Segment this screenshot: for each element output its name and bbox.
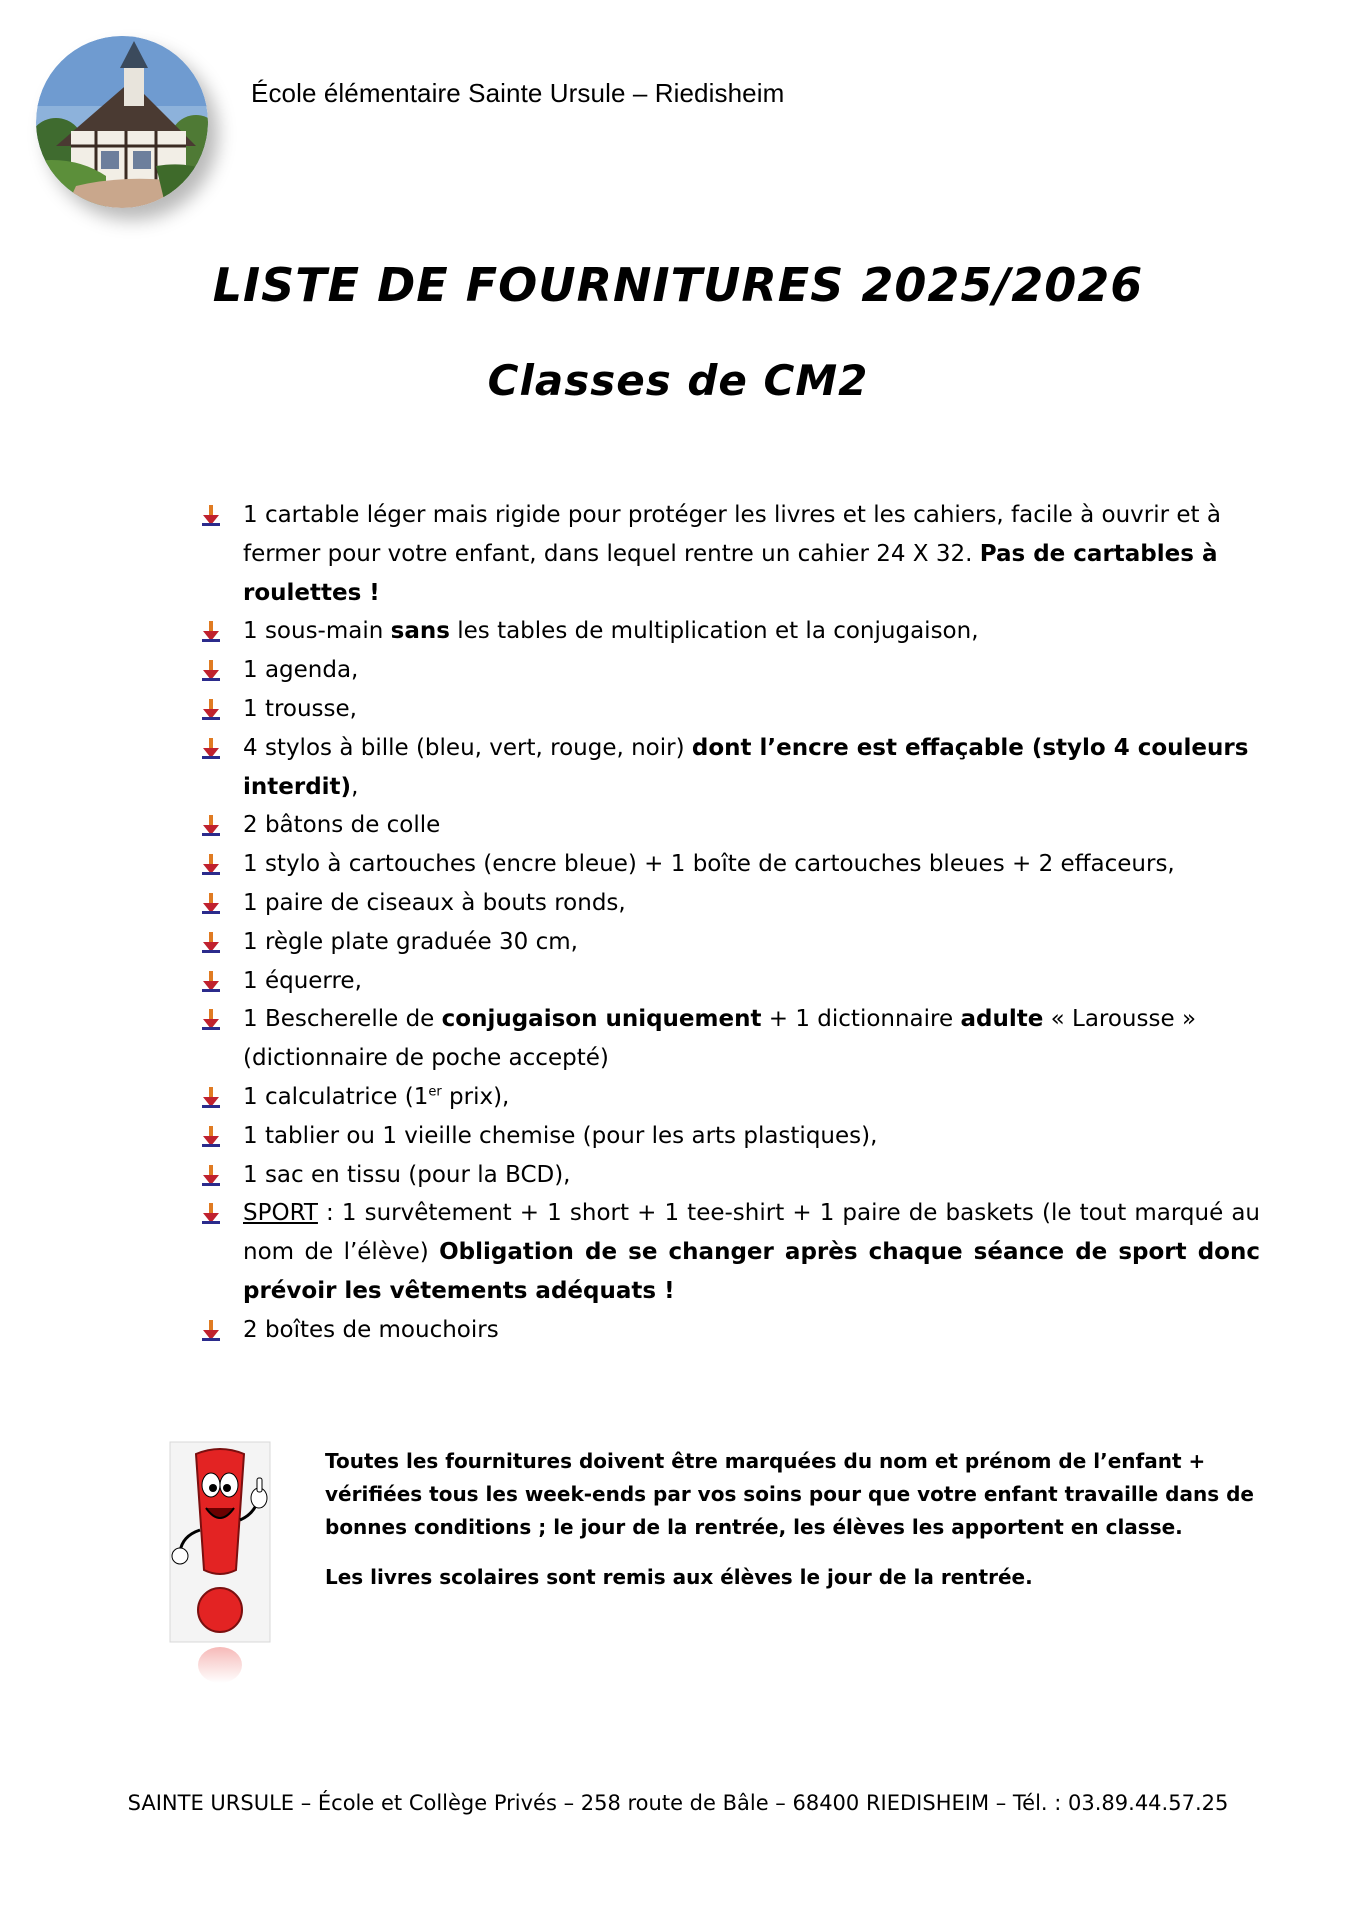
supplies-list	[200, 496, 1260, 1350]
arrow-bullet-icon	[200, 505, 222, 527]
list-item: 1 tablier ou 1 vieille chemise (pour les arts plastiques),	[200, 1117, 1260, 1156]
page-title: LISTE DE FOURNITURES 2025/2026	[212, 258, 1144, 312]
arrow-bullet-icon	[200, 660, 222, 682]
arrow-bullet-icon	[200, 621, 222, 643]
list-item: 1 paire de ciseaux à bouts ronds,	[200, 884, 1260, 923]
school-building-logo	[36, 36, 208, 208]
arrow-bullet-icon	[200, 1009, 222, 1031]
arrow-bullet-icon	[200, 893, 222, 915]
list-item: 1 équerre,	[200, 962, 1260, 1001]
page-subtitle: Classes de CM2	[487, 356, 869, 405]
list-item: 1 sac en tissu (pour la BCD),	[200, 1156, 1260, 1195]
notice-block	[325, 1445, 1255, 1611]
arrow-bullet-icon	[200, 971, 222, 993]
list-item: 1 règle plate graduée 30 cm,	[200, 923, 1260, 962]
arrow-bullet-icon	[200, 1165, 222, 1187]
notice-paragraph: Toutes les fournitures doivent être marquées du nom et prénom de l’enfant + vérifiées tous les week-ends par vos soins pour que votre enfant travaille dans de bonnes conditions ; le jour de la rentrée, les élèves les apportent en classe.	[325, 1449, 1254, 1539]
list-item: 1 stylo à cartouches (encre bleue) + 1 boîte de cartouches bleues + 2 effaceurs,	[200, 845, 1260, 884]
list-item: 4 stylos à bille (bleu, vert, rouge, noir) dont l’encre est effaçable (stylo 4 couleurs interdit),	[200, 729, 1260, 807]
arrow-bullet-icon	[200, 1126, 222, 1148]
arrow-bullet-icon	[200, 932, 222, 954]
list-item: 1 sous-main sans les tables de multiplication et la conjugaison,	[200, 612, 1260, 651]
list-item: 1 trousse,	[200, 690, 1260, 729]
school-name: École élémentaire Sainte Ursule – Riedisheim	[251, 78, 785, 108]
list-item: 1 calculatrice (1er prix),	[200, 1078, 1260, 1117]
list-item: SPORT : 1 survêtement + 1 short + 1 tee-shirt + 1 paire de baskets (le tout marqué au nom de l’élève) Obligation de se changer après chaque séance de sport donc prévoir les vêtements adéquats !	[200, 1194, 1260, 1310]
list-item: 1 cartable léger mais rigide pour protéger les livres et les cahiers, facile à ouvrir et à fermer pour votre enfant, dans lequel rentre un cahier 24 X 32. Pas de cartables à roulettes !	[200, 496, 1260, 612]
list-item: 1 Bescherelle de conjugaison uniquement + 1 dictionnaire adulte « Larousse » (dictionnaire de poche accepté)	[200, 1000, 1260, 1078]
list-item: 2 boîtes de mouchoirs	[200, 1311, 1260, 1350]
arrow-bullet-icon	[200, 1087, 222, 1109]
arrow-bullet-icon	[200, 699, 222, 721]
arrow-bullet-icon	[200, 1203, 222, 1225]
arrow-bullet-icon	[200, 1320, 222, 1342]
list-item: 1 agenda,	[200, 651, 1260, 690]
arrow-bullet-icon	[200, 738, 222, 760]
footer-address: SAINTE URSULE – École et Collège Privés – 258 route de Bâle – 68400 RIEDISHEIM – Tél. : 03.89.44.57.25	[127, 1791, 1229, 1815]
arrow-bullet-icon	[200, 815, 222, 837]
list-item: 2 bâtons de colle	[200, 806, 1260, 845]
exclamation-mascot-icon	[166, 1440, 274, 1685]
arrow-bullet-icon	[200, 854, 222, 876]
notice-paragraph: Les livres scolaires sont remis aux élèves le jour de la rentrée.	[325, 1565, 1033, 1589]
